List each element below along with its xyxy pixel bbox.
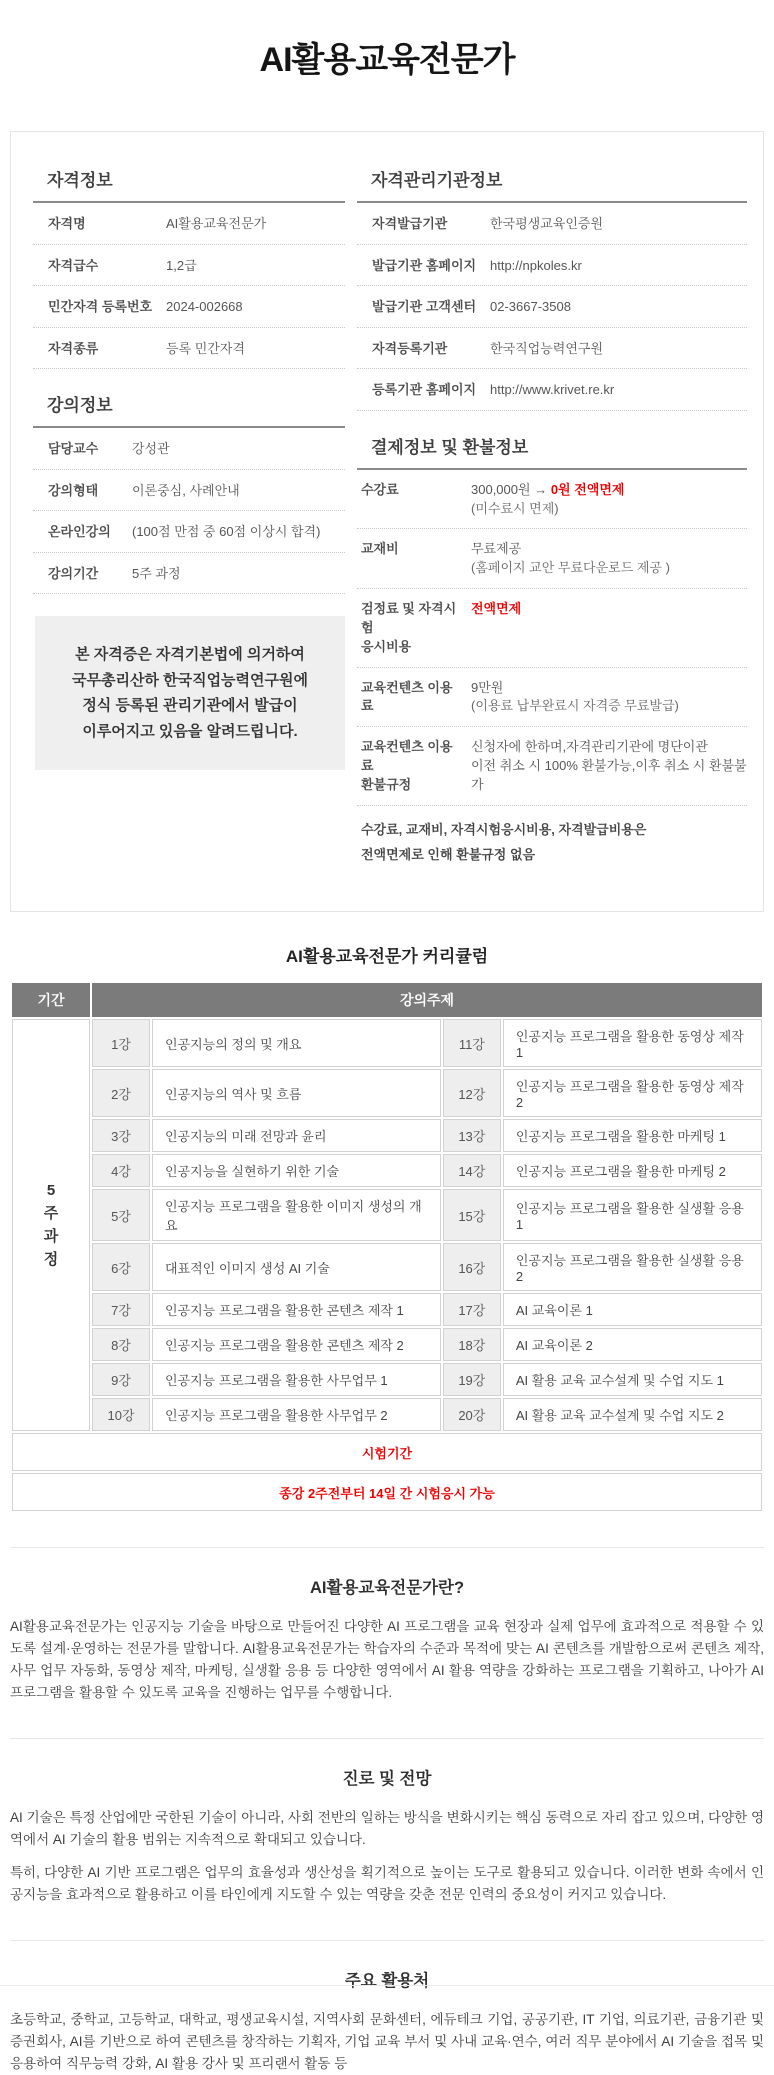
notice-line: 본 자격증은 자격기본법에 의거하여	[75, 646, 305, 664]
card-right-column	[357, 166, 747, 893]
lecture-topic-cell: 인공지능 프로그램을 활용한 동영상 제작 2	[503, 1069, 762, 1117]
info-label: 자격명	[48, 216, 86, 231]
info-row	[357, 369, 747, 411]
price-free: 0원 전액면제	[550, 481, 625, 497]
content-fee-row	[357, 668, 747, 728]
lecture-topic-cell: AI 교육이론 1	[503, 1293, 762, 1326]
info-label: 강의형태	[48, 482, 99, 498]
info-row	[33, 245, 345, 287]
lecture-topic-cell: AI 교육이론 2	[503, 1328, 762, 1361]
info-value: 강성관	[132, 441, 170, 457]
pay-value	[471, 481, 624, 519]
refund-footnote-line2: 전액면제로 인해 환불규정 없음	[361, 846, 536, 862]
info-label: 발급기관 고객센터	[372, 299, 477, 315]
registration-notice-box	[35, 616, 345, 770]
info-row	[33, 553, 345, 595]
info-value: 5주 과정	[132, 565, 181, 581]
about-paragraph: AI활용교육전문가는 인공지능 기술을 바탕으로 만들어진 다양한 AI 프로그램을 교육 현장과 실제 업무에 효과적으로 적용할 수 있도록 설계·운영하는 전문가를 말합니다. AI활용교육전문가는 학습자의 수준과 목적에 맞는 AI 콘텐츠를 개발함으로써 콘텐츠 제작, 사무 업무 자동화, 동영상 제작, 마케팅, 실생활 응용 등 다양한 영역에서 AI 활용 역량을 강화하는 프로그램을 기획하고, 나아가 AI 프로그램을 활용할 수 있도록 교육을 진행하는 업무를 수행합니다.	[10, 1619, 764, 1700]
lecture-num-cell: 1강	[92, 1019, 150, 1067]
info-row	[33, 286, 345, 328]
info-label: 자격종류	[48, 340, 99, 356]
info-value: 02-3667-3508	[490, 299, 571, 315]
curriculum-table	[10, 981, 764, 1513]
career-outlook-heading: 진로 및 전망	[342, 1769, 432, 1788]
career-outlook-paragraph: 특히, 다양한 AI 기반 프로그램은 업무의 효율성과 생산성을 획기적으로 높이는 도구로 활용되고 있습니다. 이러한 변화 속에서 인공지능을 효과적으로 활용하고 이를 타인에게 지도할 수 있는 역량을 갖춘 전문 인력의 중요성이 커지고 있습니다.	[10, 1865, 764, 1903]
section-divider	[10, 1547, 764, 1548]
curriculum-header-period: 기간	[12, 983, 90, 1017]
lecture-num-cell: 2강	[92, 1069, 150, 1117]
refund-footnote	[357, 806, 747, 871]
lecture-topic-cell: 인공지능 프로그램을 활용한 마케팅 2	[503, 1154, 762, 1187]
content-fee-sub-note: (이용료 납부완료시 자격증 무료발급)	[471, 698, 679, 714]
lecture-num-cell: 18강	[443, 1328, 501, 1361]
info-row	[33, 203, 345, 245]
lecture-num-cell: 14강	[443, 1154, 501, 1187]
info-value: 1,2급	[166, 257, 197, 273]
lecture-num-cell: 6강	[92, 1243, 150, 1291]
pay-label: 수강료	[361, 481, 399, 497]
exam-fee-row	[357, 589, 747, 668]
pay-value	[471, 679, 679, 717]
exam-note-row	[12, 1473, 762, 1511]
textbook-sub-note: (홈페이지 교안 무료다운로드 제공 )	[471, 560, 670, 576]
pay-label: 교육컨텐츠 이용료	[361, 679, 453, 714]
org-info-heading: 자격관리기관정보	[357, 166, 747, 203]
refund-footnote-line1: 수강료, 교재비, 자격시험응시비용, 자격발급비용은	[361, 821, 647, 837]
info-value: 한국직업능력연구원	[490, 340, 604, 356]
exam-fee-value: 전액면제	[471, 601, 522, 617]
table-row	[12, 1363, 762, 1396]
lecture-topic-cell: 인공지능 프로그램을 활용한 콘텐츠 제작 2	[152, 1328, 441, 1361]
info-value: 등록 민간자격	[166, 340, 245, 356]
info-value: 이론중심, 사례안내	[132, 482, 240, 498]
textbook-row	[357, 529, 747, 589]
refund-rule-row	[357, 727, 747, 806]
tuition-price-line	[471, 481, 624, 500]
lecture-num-cell: 5강	[92, 1189, 150, 1241]
lecture-topic-cell: 인공지능 프로그램을 활용한 사무업무 2	[152, 1398, 441, 1431]
lecture-topic-cell: 인공지능 프로그램을 활용한 사무업무 1	[152, 1363, 441, 1396]
notice-line: 정식 등록된 관리기관에서 발급이	[82, 697, 298, 715]
textbook-value: 무료제공	[471, 541, 522, 557]
career-outlook-paragraph: AI 기술은 특정 산업에만 국한된 기술이 아니라, 사회 전반의 일하는 방식을 변화시키는 핵심 동력으로 자리 잡고 있으며, 다양한 영역에서 AI 기술의 활용 범위는 지속적으로 확대되고 있습니다.	[10, 1809, 764, 1847]
lecture-num-cell: 15강	[443, 1189, 501, 1241]
table-row	[12, 1398, 762, 1431]
lecture-info-section	[33, 391, 345, 594]
lecture-num-cell: 20강	[443, 1398, 501, 1431]
info-row	[357, 203, 747, 245]
info-row	[33, 328, 345, 370]
cert-info-heading: 자격정보	[33, 166, 345, 203]
issuer-homepage-url[interactable]: http://npkoles.kr	[490, 257, 582, 273]
usage-section	[10, 1967, 764, 2075]
info-label: 발급기관 홈페이지	[372, 257, 477, 273]
section-divider	[10, 1940, 764, 1941]
lecture-topic-cell: 인공지능 프로그램을 활용한 동영상 제작 1	[503, 1019, 762, 1067]
registry-homepage-url[interactable]: http://www.krivet.re.kr	[490, 382, 615, 398]
lecture-topic-cell: 인공지능 프로그램을 활용한 콘텐츠 제작 1	[152, 1293, 441, 1326]
info-value: 2024-002668	[166, 299, 243, 315]
lecture-topic-cell: AI 활용 교육 교수설계 및 수업 지도 2	[503, 1398, 762, 1431]
info-label: 등록기관 홈페이지	[372, 382, 477, 398]
pay-value	[471, 540, 670, 578]
payment-info-heading: 결제정보 및 환불정보	[357, 433, 747, 470]
table-row	[12, 1069, 762, 1117]
info-label: 자격급수	[48, 257, 99, 273]
lecture-topic-cell: AI 활용 교육 교수설계 및 수업 지도 1	[503, 1363, 762, 1396]
price-old: 300,000원	[471, 481, 531, 497]
career-outlook-section	[10, 1765, 764, 1906]
refund-label-line2: 환불규정	[361, 777, 412, 793]
lecture-num-cell: 11강	[443, 1019, 501, 1067]
lecture-topic-cell: 대표적인 이미지 생성 AI 기술	[152, 1243, 441, 1291]
lecture-num-cell: 10강	[92, 1398, 150, 1431]
info-label: 담당교수	[48, 441, 99, 457]
lecture-num-cell: 4강	[92, 1154, 150, 1187]
lecture-topic-cell: 인공지능 프로그램을 활용한 이미지 생성의 개요	[152, 1189, 441, 1241]
notice-line: 이루어지고 있음을 알려드립니다.	[82, 722, 298, 740]
usage-paragraph: 초등학교, 중학교, 고등학교, 대학교, 평생교육시설, 지역사회 문화센터, 에듀테크 기업, 공공기관, IT 기업, 의료기관, 금융기관 및 증권회사, AI를 기반으로 하여 콘텐츠를 창작하는 기획자, 기업 교육 부서 및 사내 교육·연수, 여러 직무 분야에서 AI 기술을 접목 및 응용하여 직무능력 강화, AI 활용 강사 및 프리랜서 활동 등	[10, 2012, 764, 2071]
pay-label: 교재비	[361, 541, 399, 557]
lecture-num-cell: 17강	[443, 1293, 501, 1326]
info-row	[357, 286, 747, 328]
lecture-topic-cell: 인공지능 프로그램을 활용한 마케팅 1	[503, 1119, 762, 1152]
exam-fee-label-line1: 검정료 및 자격시험	[361, 601, 457, 635]
pay-value	[471, 600, 521, 657]
info-label: 자격발급기관	[372, 216, 448, 231]
info-row	[33, 428, 345, 470]
lecture-num-cell: 13강	[443, 1119, 501, 1152]
payment-info-section	[357, 433, 747, 872]
cert-info-section	[33, 166, 345, 369]
pay-label	[361, 600, 471, 657]
exam-period-label: 시험기간	[12, 1433, 762, 1471]
about-section	[10, 1574, 764, 1703]
card-left-column	[33, 166, 345, 893]
refund-value-line2: 이전 취소 시 100% 환불가능,이후 취소 시 환불불가	[471, 758, 747, 793]
arrow-right-icon: →	[534, 481, 548, 497]
info-label: 민간자격 등록번호	[48, 299, 153, 315]
pay-label	[361, 738, 471, 795]
curriculum-title: AI활용교육전문가 커리큘럼	[285, 947, 489, 967]
exam-fee-label-line2: 응시비용	[361, 638, 412, 654]
section-divider	[10, 1738, 764, 1739]
info-row	[357, 245, 747, 287]
curriculum-header-row	[12, 983, 762, 1017]
info-label: 강의기간	[48, 565, 99, 581]
info-label: 자격등록기관	[372, 340, 448, 356]
content-fee-value: 9만원	[471, 679, 504, 695]
exam-note-label: 종강 2주전부터 14일 간 시험응시 가능	[12, 1473, 762, 1511]
lecture-info-heading: 강의정보	[33, 391, 345, 428]
lecture-topic-cell: 인공지능의 정의 및 개요	[152, 1019, 441, 1067]
lecture-num-cell: 7강	[92, 1293, 150, 1326]
curriculum-period-cell	[12, 1019, 90, 1431]
pay-value	[471, 738, 747, 795]
notice-line: 국무총리산하 한국직업능력연구원에	[71, 671, 308, 689]
bottom-divider	[0, 1985, 774, 1986]
info-row	[33, 511, 345, 553]
lecture-num-cell: 8강	[92, 1328, 150, 1361]
tuition-sub-note: (미수료시 면제)	[471, 500, 559, 516]
info-row	[33, 470, 345, 512]
lecture-num-cell: 9강	[92, 1363, 150, 1396]
page-title: AI활용교육전문가	[259, 41, 515, 79]
info-row	[357, 328, 747, 370]
info-value: AI활용교육전문가	[166, 216, 267, 231]
usage-heading: 주요 활용처	[344, 1972, 430, 1991]
lecture-topic-cell: 인공지능의 미래 전망과 윤리	[152, 1119, 441, 1152]
qualification-card	[10, 131, 764, 912]
table-row	[12, 1243, 762, 1291]
table-row	[12, 1189, 762, 1241]
lecture-topic-cell: 인공지능 프로그램을 활용한 실생활 응용 1	[503, 1189, 762, 1241]
lecture-num-cell: 19강	[443, 1363, 501, 1396]
lecture-num-cell: 12강	[443, 1069, 501, 1117]
info-value: 한국평생교육인증원	[490, 216, 604, 231]
lecture-topic-cell: 인공지능 프로그램을 활용한 실생활 응용 2	[503, 1243, 762, 1291]
table-row	[12, 1119, 762, 1152]
exam-period-row	[12, 1433, 762, 1471]
table-row	[12, 1328, 762, 1361]
curriculum-header-subject: 강의주제	[92, 983, 762, 1017]
period-label: 5주과정	[43, 1181, 59, 1269]
table-row	[12, 1154, 762, 1187]
info-label: 온라인강의	[48, 524, 111, 540]
about-heading: AI활용교육전문가란?	[309, 1579, 465, 1598]
tuition-row	[357, 470, 747, 530]
table-row	[12, 1293, 762, 1326]
info-value: (100점 만점 중 60점 이상시 합격)	[132, 524, 321, 540]
lecture-topic-cell: 인공지능의 역사 및 흐름	[152, 1069, 441, 1117]
lecture-topic-cell: 인공지능을 실현하기 위한 기술	[152, 1154, 441, 1187]
table-row	[12, 1019, 762, 1067]
refund-value-line1: 신청자에 한하며,자격관리기관에 명단이관	[471, 739, 708, 755]
org-info-section	[357, 166, 747, 411]
refund-label-line1: 교육컨텐츠 이용료	[361, 739, 453, 774]
lecture-num-cell: 3강	[92, 1119, 150, 1152]
lecture-num-cell: 16강	[443, 1243, 501, 1291]
